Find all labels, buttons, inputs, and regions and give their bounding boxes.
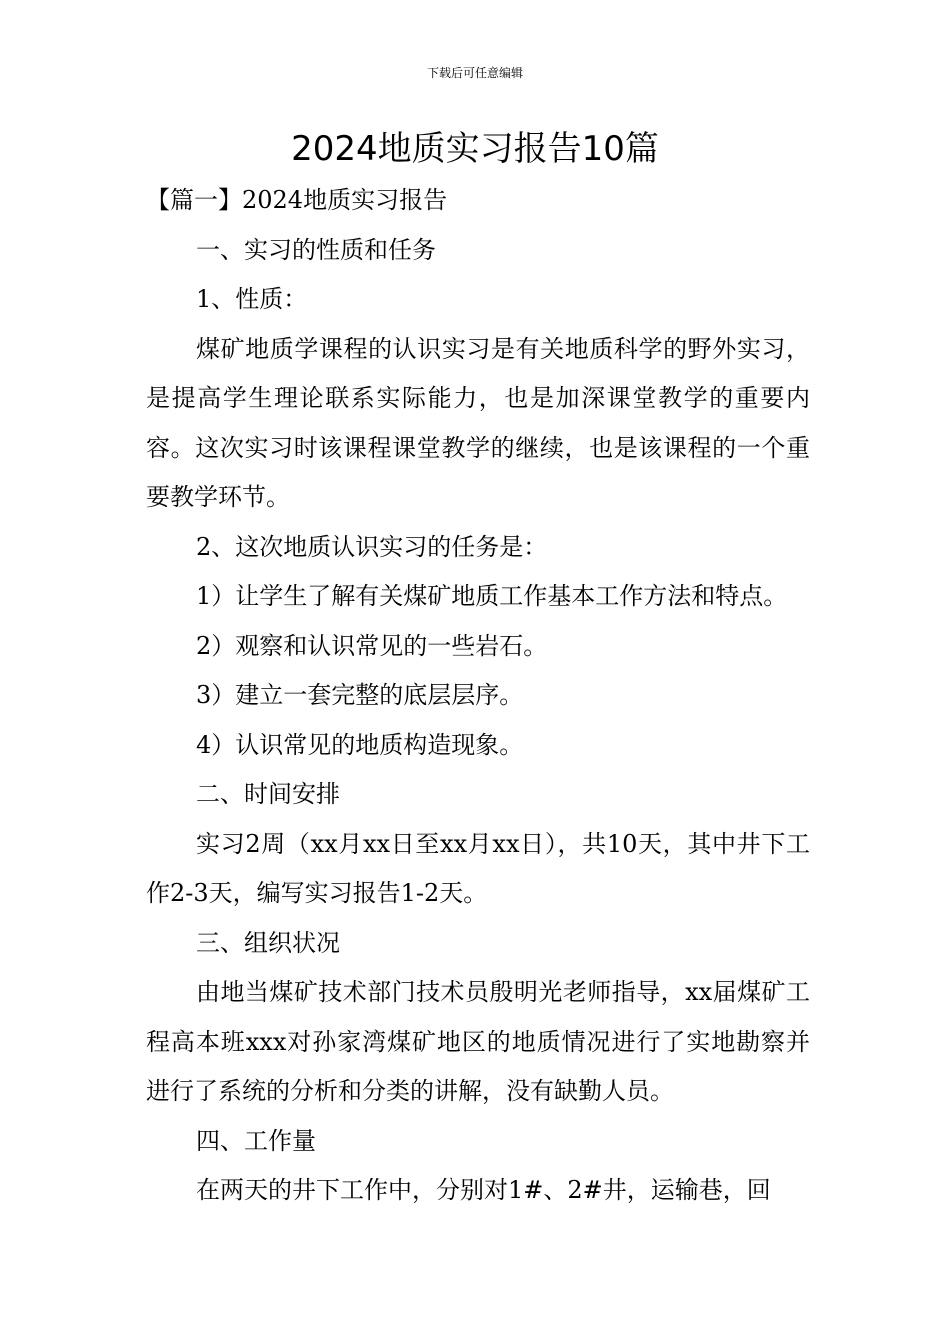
paragraph: 二、时间安排 <box>196 780 340 808</box>
paragraph: 1、性质： <box>196 285 308 313</box>
paragraph: 一、实习的性质和任务 <box>196 235 436 264</box>
paragraph: 2）观察和认识常见的一些岩石。 <box>196 631 548 660</box>
paragraph: 实习2周（xx月xx日至xx月xx日），共10天，其中井下工作2-3天，编写实习报告1-2天。 <box>146 829 810 907</box>
paragraph: 煤矿地质学课程的认识实习是有关地质科学的野外实习，是提高学生理论联系实际能力，也是加深课堂教学的重要内容。这次实习时该课程课堂教学的继续，也是该课程的一个重要教学环节。 <box>146 334 810 511</box>
paragraph: 4）认识常见的地质构造现象。 <box>196 730 524 759</box>
header-note: 下载后可任意编辑 <box>426 66 523 80</box>
document-body <box>146 176 810 1216</box>
paragraph: 三、组织状况 <box>196 928 340 957</box>
paragraph: 由地当煤矿技术部门技术员殷明光老师指导，xx届煤矿工程高本班xxx对孙家湾煤矿地区的地质情况进行了实地勘察并进行了系统的分析和分类的讲解，没有缺勤人员。 <box>146 978 810 1105</box>
paragraph: 2、这次地质认识实习的任务是： <box>196 532 548 561</box>
paragraph: 1）让学生了解有关煤矿地质工作基本工作方法和特点。 <box>196 582 788 610</box>
paragraph: 【篇一】2024地质实习报告 <box>146 186 448 214</box>
paragraph: 四、工作量 <box>196 1126 316 1155</box>
paragraph: 在两天的井下工作中，分别对1#、2#井，运输巷，回 <box>196 1176 771 1204</box>
document-title: 2024地质实习报告10篇 <box>291 129 659 169</box>
paragraph: 3）建立一套完整的底层层序。 <box>196 681 524 709</box>
